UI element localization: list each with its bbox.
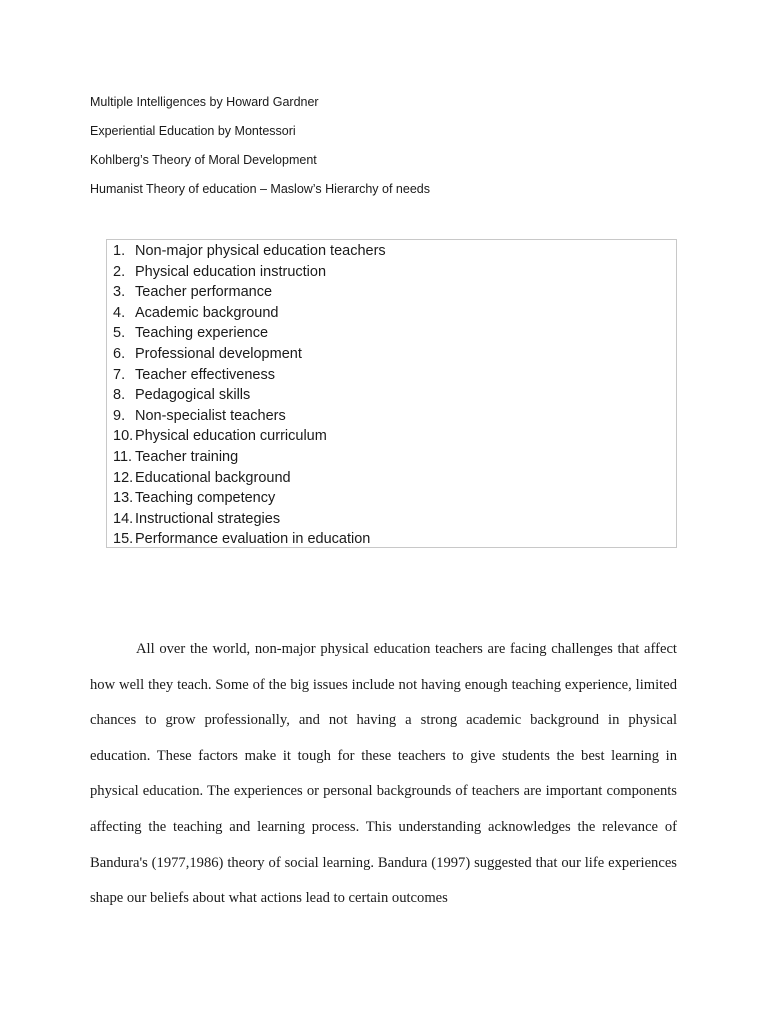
keyword-row — [107, 447, 676, 468]
theory-list — [90, 90, 690, 206]
keyword-row — [107, 241, 676, 262]
keyword-number: 1. — [113, 243, 126, 259]
keyword-row — [107, 529, 676, 550]
theory-item: Multiple Intelligences by Howard Gardner — [90, 95, 319, 109]
theory-item: Kohlberg’s Theory of Moral Development — [90, 153, 317, 167]
keyword-row — [107, 385, 676, 406]
keyword-number: 12. — [113, 469, 134, 486]
keyword-number: 14. — [113, 510, 134, 527]
keyword-number: 2. — [113, 263, 126, 280]
keyword-number: 4. — [113, 304, 126, 321]
keyword-number: 10. — [113, 428, 134, 445]
keyword-number: 11. — [113, 448, 133, 465]
keyword-text: Teacher training — [135, 448, 239, 465]
keyword-text: Pedagogical skills — [135, 387, 251, 404]
keyword-text: Non-major physical education teachers — [135, 243, 386, 259]
keyword-row — [107, 406, 676, 427]
body-paragraph: All over the world, non-major physical education teachers are facing challenges that affect how well they teach. Some of the big issues include not having enough teaching experience, limited chances to grow professionally, and not having a strong academic background in physical education. These factors make it tough for these teachers to give students the best learning in physical education. The experiences or personal backgrounds of teachers are important components affecting the teaching and learning process. This understanding acknowledges the relevance of Bandura's (1977,1986) theory of social learning. Bandura (1997) suggested that our life experiences shape our beliefs about what actions lead to certain outcomes — [90, 641, 677, 907]
keyword-number: 7. — [113, 366, 126, 383]
keyword-text: Physical education curriculum — [135, 428, 327, 445]
keyword-text: Teacher performance — [135, 284, 273, 301]
keyword-row — [107, 262, 676, 283]
keyword-row — [107, 468, 676, 489]
keyword-number: 6. — [113, 345, 126, 362]
keyword-number: 13. — [113, 490, 134, 507]
keyword-text: Performance evaluation in education — [135, 531, 371, 548]
keyword-number: 15. — [113, 531, 134, 548]
theory-item: Experiential Education by Montessori — [90, 124, 296, 138]
keyword-text: Educational background — [135, 469, 291, 486]
keyword-text: Teaching experience — [135, 325, 269, 342]
keyword-text: Teaching competency — [135, 490, 276, 507]
keyword-text: Professional development — [135, 345, 302, 362]
theory-item: Humanist Theory of education – Maslow’s Hierarchy of needs — [90, 182, 430, 196]
keywords-table — [106, 239, 677, 548]
keyword-text: Physical education instruction — [135, 263, 327, 280]
keyword-number: 3. — [113, 284, 126, 301]
keyword-row — [107, 303, 676, 324]
keyword-row — [107, 323, 676, 344]
keyword-row — [107, 282, 676, 303]
keyword-row — [107, 426, 676, 447]
keyword-number: 5. — [113, 325, 126, 342]
keyword-number: 8. — [113, 387, 126, 404]
keyword-text: Instructional strategies — [135, 510, 281, 527]
keyword-text: Non-specialist teachers — [135, 407, 286, 424]
keyword-row — [107, 488, 676, 509]
keyword-row — [107, 344, 676, 365]
keyword-text: Teacher effectiveness — [135, 366, 275, 383]
keyword-row — [107, 365, 676, 386]
keyword-number: 9. — [113, 407, 126, 424]
keyword-row — [107, 509, 676, 530]
keyword-text: Academic background — [135, 304, 279, 321]
